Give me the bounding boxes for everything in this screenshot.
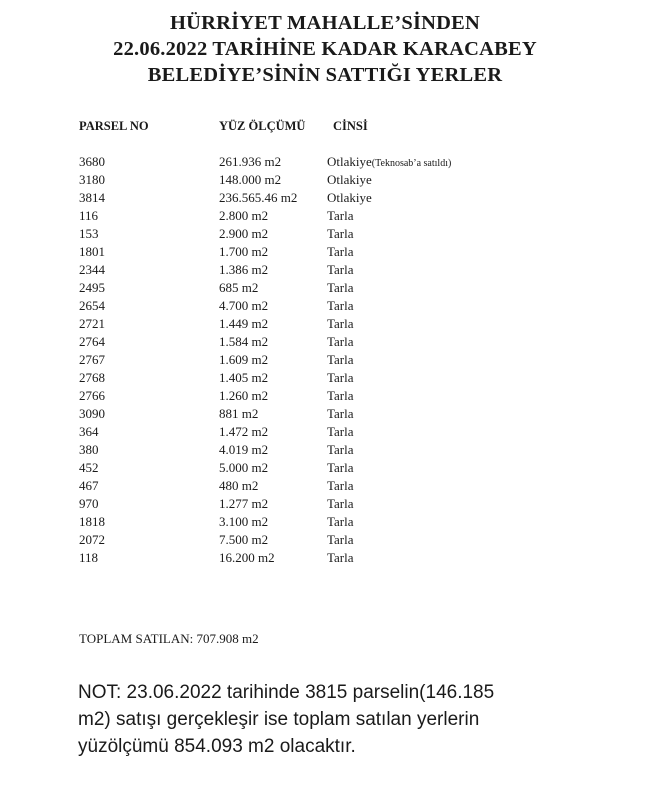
cinsi-cell [327,513,354,531]
total-sold: TOPLAM SATILAN: 707.908 m2 [79,631,259,646]
cinsi-text: Tarla [327,460,354,476]
yuzolcumu-cell: 685 m2 [219,280,259,296]
table-row [0,171,650,189]
parsel-no-cell: 452 [79,460,99,476]
table-row [0,495,650,513]
cinsi-text: Tarla [327,352,354,368]
cinsi-cell [327,477,354,495]
cinsi-text: Tarla [327,424,354,440]
cinsi-cell [327,189,372,207]
parsel-no-cell: 2344 [79,262,105,278]
table-row [0,207,650,225]
parsel-no-cell: 1801 [79,244,105,260]
document-title [0,10,650,88]
table-row [0,243,650,261]
table-row [0,189,650,207]
cinsi-cell [327,459,354,477]
table-row [0,261,650,279]
cinsi-cell [327,315,354,333]
cinsi-cell [327,423,354,441]
cinsi-cell [327,405,354,423]
cinsi-cell [327,531,354,549]
cinsi-cell [327,549,354,567]
yuzolcumu-cell: 1.260 m2 [219,388,269,404]
column-header-yuzolcumu: YÜZ ÖLÇÜMÜ [219,119,306,133]
cinsi-text: Tarla [327,280,354,296]
parsel-no-cell: 116 [79,208,99,224]
yuzolcumu-cell: 1.584 m2 [219,334,269,350]
table-row [0,333,650,351]
cinsi-text: Tarla [327,370,354,386]
yuzolcumu-cell: 3.100 m2 [219,514,269,530]
cinsi-cell [327,441,354,459]
table-row [0,351,650,369]
parsel-no-cell: 2766 [79,388,105,404]
cinsi-text: Tarla [327,442,354,458]
parsel-no-cell: 2767 [79,352,105,368]
cinsi-cell [327,387,354,405]
yuzolcumu-cell: 1.405 m2 [219,370,269,386]
footnote-line-2: m2) satışı gerçekleşir ise toplam satılan yerlerin [78,709,480,730]
column-header-parsel: PARSEL NO [79,119,149,133]
table-row [0,423,650,441]
cinsi-cell [327,351,354,369]
cinsi-text: Tarla [327,388,354,404]
table-header [0,119,650,137]
table-row [0,369,650,387]
yuzolcumu-cell: 7.500 m2 [219,532,269,548]
footnote [78,679,578,760]
footnote-line-3: yüzölçümü 854.093 m2 olacaktır. [78,736,356,757]
cinsi-text: Tarla [327,226,354,242]
cinsi-cell [327,153,451,173]
cinsi-cell [327,279,354,297]
parsel-no-cell: 153 [79,226,99,242]
cinsi-cell [327,207,354,225]
cinsi-text: Otlakiye [327,172,372,188]
cinsi-text: Tarla [327,244,354,260]
yuzolcumu-cell: 1.277 m2 [219,496,269,512]
yuzolcumu-cell: 881 m2 [219,406,259,422]
cinsi-cell [327,333,354,351]
yuzolcumu-cell: 480 m2 [219,478,259,494]
table-row [0,441,650,459]
cinsi-cell [327,297,354,315]
yuzolcumu-cell: 261.936 m2 [219,154,282,169]
table-row [0,405,650,423]
title-line-3: BELEDİYE’SİNİN SATTIĞI YERLER [147,64,503,86]
parsel-no-cell: 970 [79,496,99,512]
cinsi-text: Tarla [327,496,354,512]
parsel-no-cell: 118 [79,550,99,566]
cinsi-cell [327,261,354,279]
table-row [0,279,650,297]
parsel-no-cell: 3180 [79,172,105,188]
table-row [0,531,650,549]
cinsi-text: Tarla [327,298,354,314]
title-line-2: 22.06.2022 TARİHİNE KADAR KARACABEY [113,38,537,60]
yuzolcumu-cell: 4.019 m2 [219,442,269,458]
cinsi-text: Otlakiye [327,154,372,169]
cinsi-text: Tarla [327,208,354,224]
table-row [0,387,650,405]
cinsi-text: Tarla [327,316,354,332]
table-row [0,297,650,315]
cinsi-note: (Teknosab’a satıldı) [371,158,452,169]
yuzolcumu-cell: 1.700 m2 [219,244,269,260]
parsel-no-cell: 2654 [79,298,105,314]
yuzolcumu-cell: 5.000 m2 [219,460,269,476]
cinsi-text: Tarla [327,262,354,278]
cinsi-text: Tarla [327,550,354,566]
cinsi-text: Tarla [327,514,354,530]
parsel-no-cell: 3814 [79,190,105,206]
yuzolcumu-cell: 1.386 m2 [219,262,269,278]
table-row [0,549,650,567]
cinsi-text: Tarla [327,532,354,548]
table-row [0,477,650,495]
cinsi-text: Tarla [327,406,354,422]
yuzolcumu-cell: 1.449 m2 [219,316,269,332]
yuzolcumu-cell: 236.565.46 m2 [219,190,298,206]
title-line-1: HÜRRİYET MAHALLE’SİNDEN [169,12,481,34]
yuzolcumu-cell: 4.700 m2 [219,298,269,314]
parsel-no-cell: 3090 [79,406,105,422]
cinsi-cell [327,243,354,261]
table-row [0,315,650,333]
yuzolcumu-cell: 148.000 m2 [219,172,282,188]
parsel-no-cell: 1818 [79,514,105,530]
table-row [0,225,650,243]
parsel-no-cell: 364 [79,424,99,440]
yuzolcumu-cell: 2.800 m2 [219,208,269,224]
footnote-line-1: NOT: 23.06.2022 tarihinde 3815 parselin(146.185 [78,682,495,703]
cinsi-cell [327,171,372,189]
cinsi-cell [327,369,354,387]
parsel-no-cell: 3680 [79,154,105,169]
table-row [0,459,650,477]
cinsi-text: Tarla [327,478,354,494]
yuzolcumu-cell: 1.609 m2 [219,352,269,368]
parsel-no-cell: 2768 [79,370,105,386]
cinsi-text: Tarla [327,334,354,350]
yuzolcumu-cell: 1.472 m2 [219,424,269,440]
parsel-no-cell: 2495 [79,280,105,296]
cinsi-cell [327,225,354,243]
yuzolcumu-cell: 16.200 m2 [219,550,275,566]
parsel-no-cell: 467 [79,478,99,494]
parsel-no-cell: 380 [79,442,99,458]
table-row [0,153,650,171]
yuzolcumu-cell: 2.900 m2 [219,226,269,242]
parcel-table [0,153,650,567]
cinsi-text: Otlakiye [327,190,372,206]
table-row [0,513,650,531]
parsel-no-cell: 2764 [79,334,105,350]
parsel-no-cell: 2072 [79,532,105,548]
column-header-cinsi: CİNSİ [333,119,368,133]
cinsi-cell [327,495,354,513]
parsel-no-cell: 2721 [79,316,105,332]
